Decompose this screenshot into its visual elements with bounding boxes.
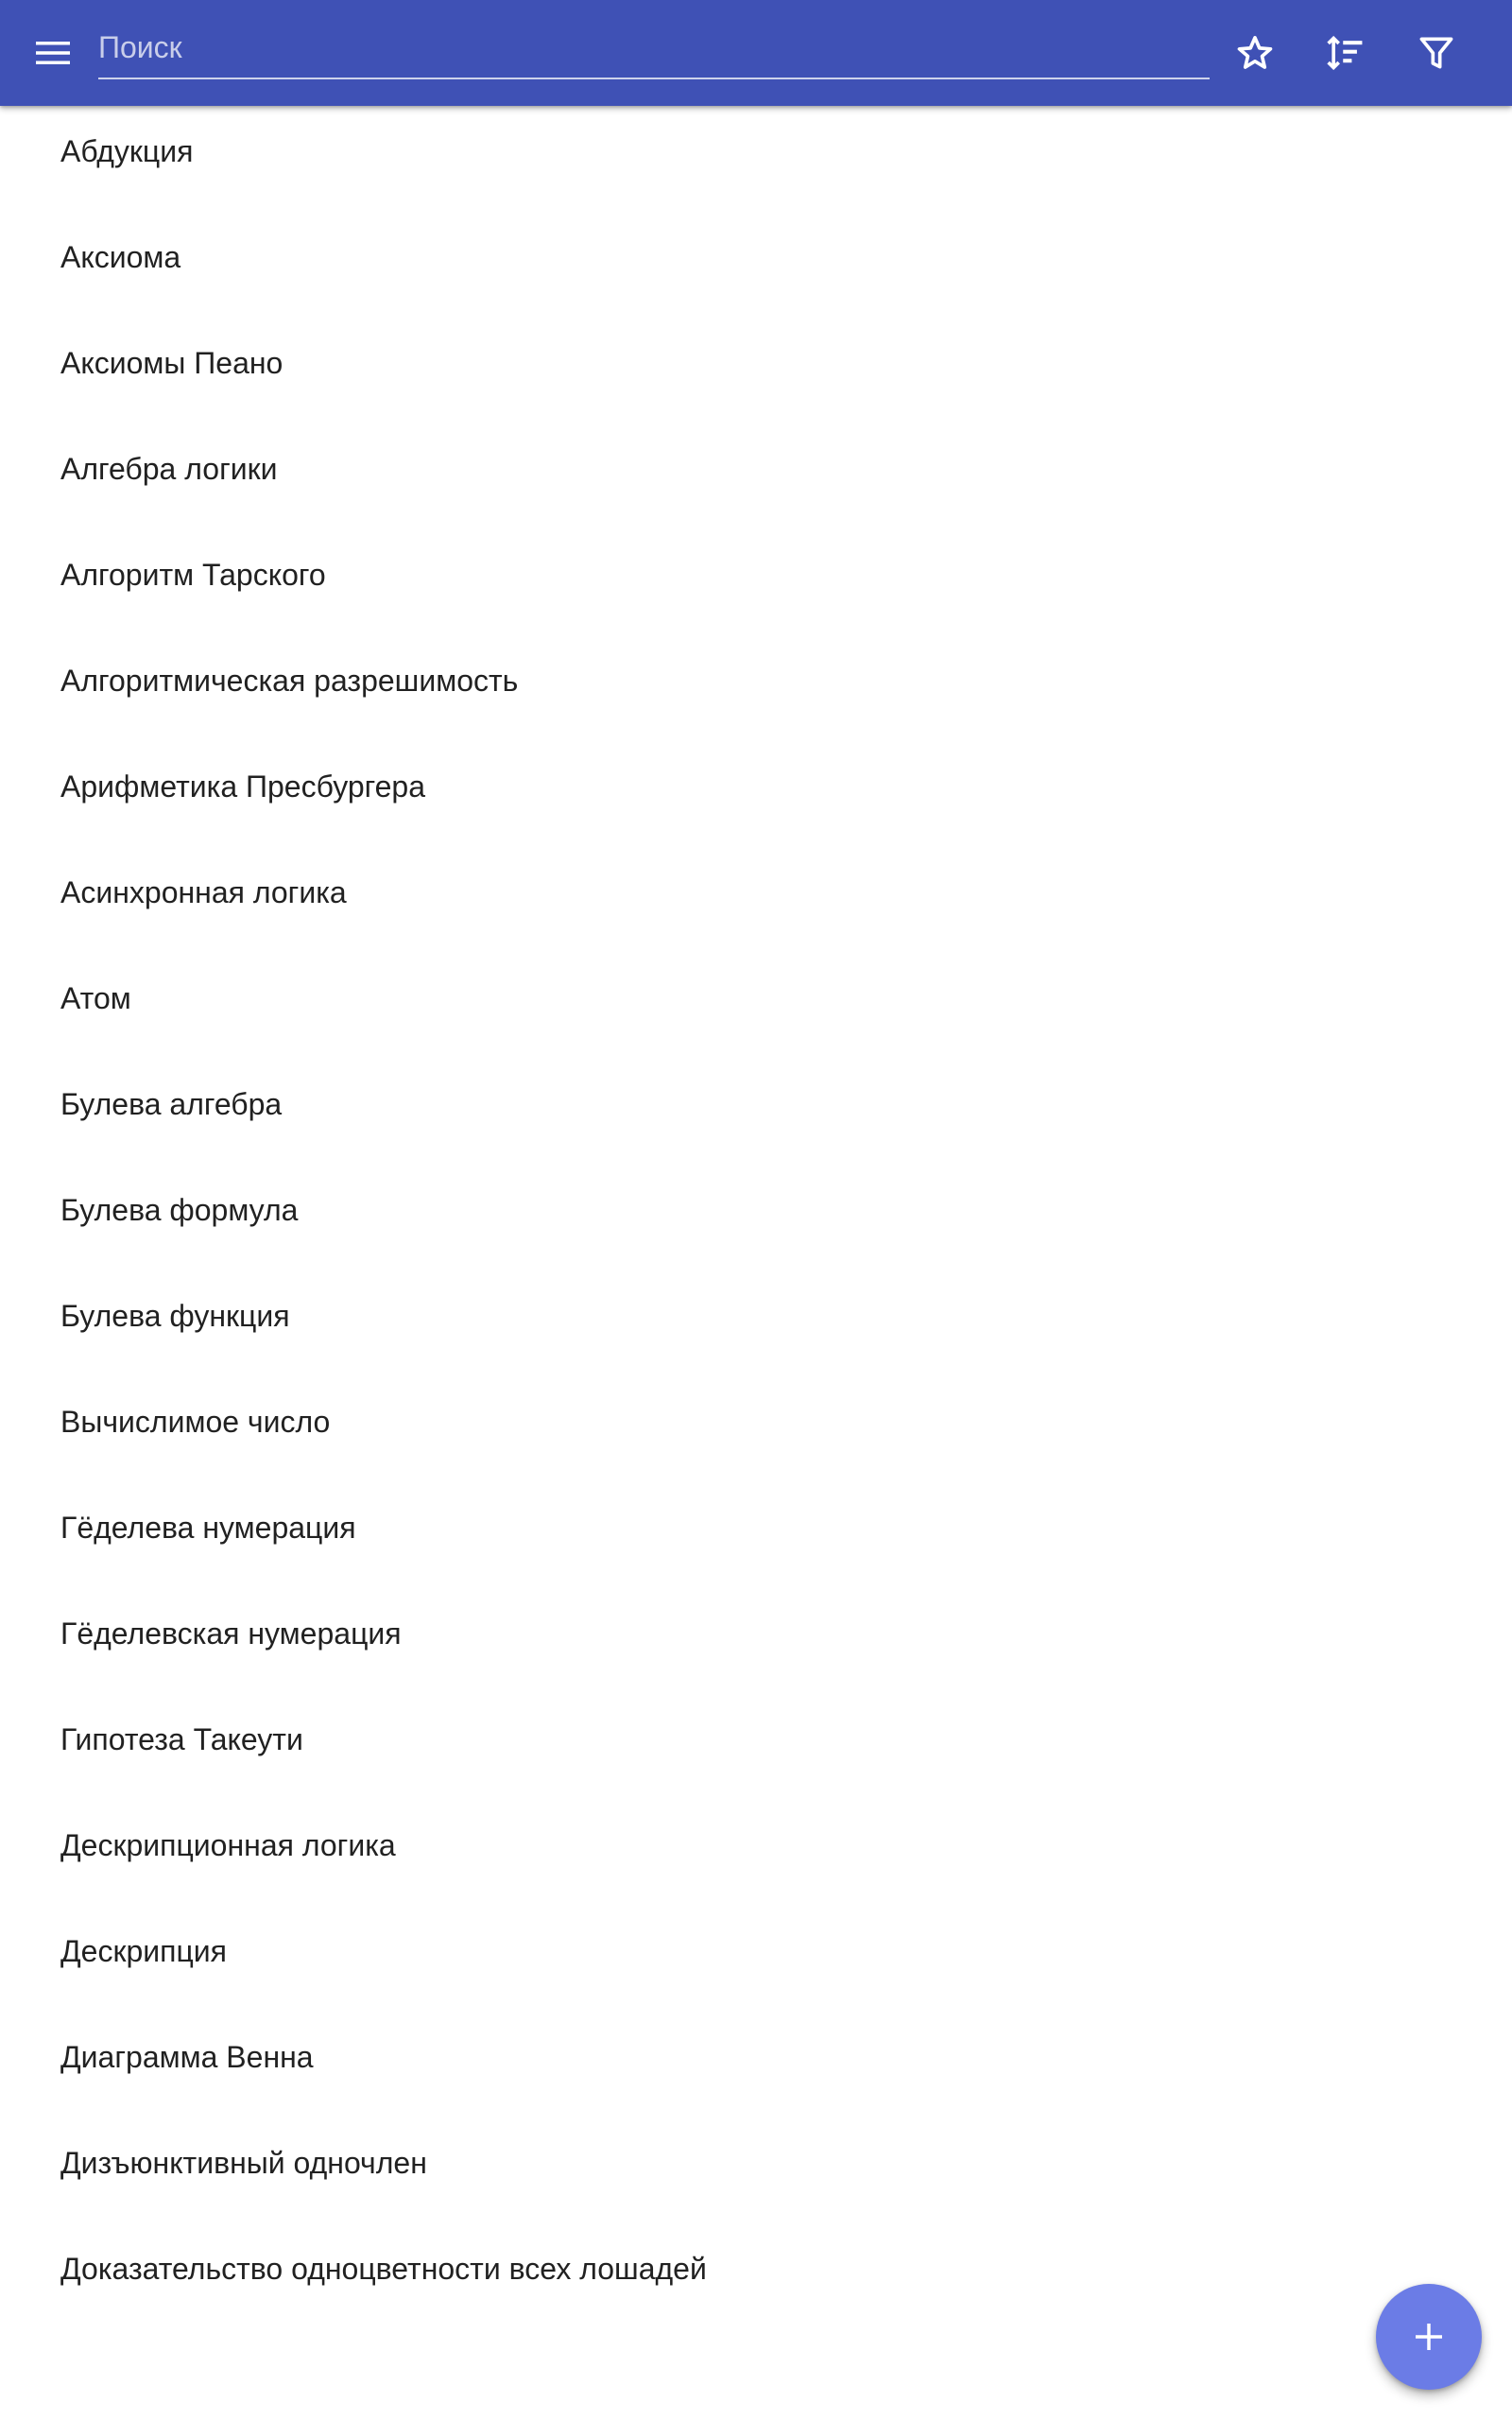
list-item[interactable] <box>0 1157 1512 1263</box>
list-item[interactable] <box>0 1051 1512 1157</box>
filter-button[interactable] <box>1399 15 1474 91</box>
sort-icon <box>1325 32 1366 74</box>
list-item-label: Вычислимое число <box>60 1404 331 1439</box>
list-item[interactable] <box>0 522 1512 628</box>
list-item[interactable] <box>0 628 1512 734</box>
list-item[interactable] <box>0 2004 1512 2110</box>
top-app-bar <box>0 0 1512 106</box>
list-item[interactable] <box>0 734 1512 839</box>
list-item-label: Алгебра логики <box>60 451 278 486</box>
list-item-label: Дескрипция <box>60 1933 227 1968</box>
search-input[interactable] <box>98 21 1210 74</box>
list-item[interactable] <box>0 1369 1512 1475</box>
list-item-label: Булева алгебра <box>60 1086 283 1121</box>
list-item-label: Доказательство одноцветности всех лошадей <box>60 2251 707 2286</box>
sort-button[interactable] <box>1308 15 1383 91</box>
list-item[interactable] <box>0 839 1512 945</box>
list-item[interactable] <box>0 2216 1512 2322</box>
list-item-label: Алгоритм Тарского <box>60 557 326 592</box>
list-item-label: Атом <box>60 980 131 1015</box>
list-item-label: Булева формула <box>60 1192 299 1227</box>
list-item-label: Гипотеза Такеути <box>60 1721 303 1756</box>
list-item-label: Гёделевская нумерация <box>60 1616 402 1651</box>
filter-icon <box>1416 32 1457 74</box>
list-item[interactable] <box>0 2110 1512 2216</box>
list-item[interactable] <box>0 416 1512 522</box>
list-item[interactable] <box>0 310 1512 416</box>
favorites-button[interactable] <box>1217 15 1293 91</box>
list-item[interactable] <box>0 1263 1512 1369</box>
list-item[interactable] <box>0 945 1512 1051</box>
list-item[interactable] <box>0 1792 1512 1898</box>
star-outline-icon <box>1234 32 1276 74</box>
list-item[interactable] <box>0 1898 1512 2004</box>
list-item-label: Булева функция <box>60 1298 290 1333</box>
plus-icon <box>1410 2318 1448 2356</box>
list-item[interactable] <box>0 1581 1512 1686</box>
list-item-label: Диаграмма Венна <box>60 2039 314 2074</box>
menu-icon <box>34 34 72 72</box>
list-item[interactable] <box>0 204 1512 310</box>
list-item-label: Дизъюнктивный одночлен <box>60 2145 427 2180</box>
list-item-label: Дескрипционная логика <box>60 1827 396 1862</box>
menu-button[interactable] <box>15 15 91 91</box>
list-item-label: Алгоритмическая разрешимость <box>60 663 519 698</box>
list-item-label: Аксиомы Пеано <box>60 345 284 380</box>
list-item-label: Асинхронная логика <box>60 874 347 909</box>
terms-list <box>0 98 1512 2322</box>
list-item[interactable] <box>0 1686 1512 1792</box>
list-item-label: Гёделева нумерация <box>60 1510 356 1545</box>
add-term-button[interactable] <box>1376 2284 1482 2390</box>
list-item-label: Арифметика Пресбургера <box>60 769 426 804</box>
list-item[interactable] <box>0 98 1512 204</box>
list-item-label: Абдукция <box>60 133 194 168</box>
search-field <box>98 21 1210 79</box>
list-item[interactable] <box>0 1475 1512 1581</box>
list-item-label: Аксиома <box>60 239 181 274</box>
